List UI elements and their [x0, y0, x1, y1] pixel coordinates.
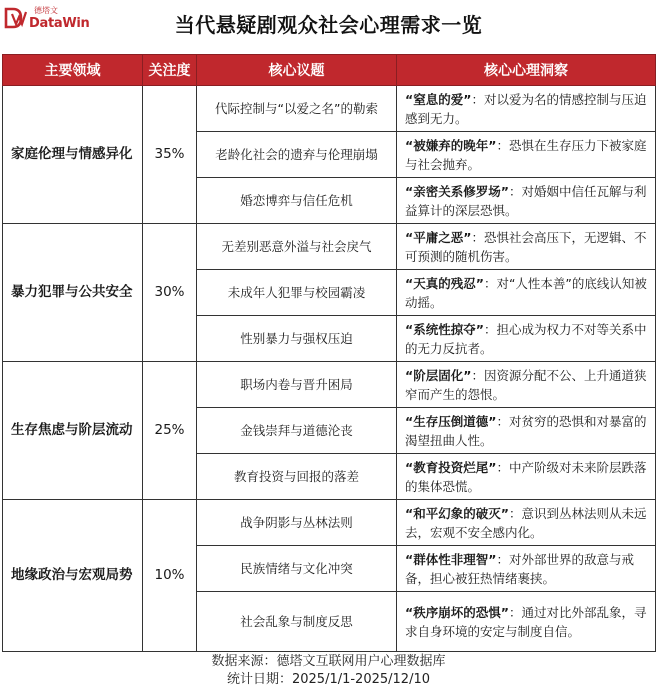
insight-key: “被嫌弃的晚年” — [405, 137, 497, 153]
data-source-note: 数据来源：德塔文互联网用户心理数据库 — [211, 654, 446, 669]
brand-cn: 德塔文 — [34, 6, 58, 15]
insight-cell — [397, 362, 656, 408]
insight-cell — [397, 270, 656, 316]
header-topic: 核心议题 — [197, 55, 397, 86]
topic-cell: 战争阴影与丛林法则 — [197, 500, 397, 546]
stat-date-note: 统计日期：2025/1/1-2025/12/10 — [226, 672, 430, 687]
attention-cell: 10% — [143, 500, 197, 652]
header-attention: 关注度 — [143, 55, 197, 86]
insight-text: ：恐惧社会高压下，无逻辑、不可预测的随机伤害。 — [405, 229, 647, 264]
attention-cell: 25% — [143, 362, 197, 500]
insight-text: ：对以爱为名的情感控制与压迫感到无力。 — [405, 91, 647, 126]
table-row — [3, 224, 656, 270]
insight-text: ：通过对比外部乱象，寻求自身环境的安定与制度自信。 — [405, 604, 647, 639]
insight-cell — [397, 316, 656, 362]
insight-key: “阶层固化” — [405, 367, 472, 383]
insight-cell — [397, 500, 656, 546]
domain-cell: 地缘政治与宏观局势 — [3, 500, 143, 652]
insight-text: ：对“人性本善”的底线认知被动摇。 — [405, 275, 647, 310]
insight-key: “和平幻象的破灭” — [405, 505, 509, 521]
topic-cell: 老龄化社会的遗弃与伦理崩塌 — [197, 132, 397, 178]
table-row — [3, 500, 656, 546]
insight-cell — [397, 132, 656, 178]
domain-cell: 生存焦虑与阶层流动 — [3, 362, 143, 500]
insight-text: ：对婚姻中信任瓦解与利益算计的深层恐惧。 — [405, 183, 647, 218]
domain-cell: 暴力犯罪与公共安全 — [3, 224, 143, 362]
insight-cell — [397, 178, 656, 224]
insight-key: “生存压倒道德” — [405, 413, 497, 429]
insight-key: “天真的残忍” — [405, 275, 484, 291]
brand-en: DataWin — [29, 16, 90, 31]
insight-key: “亲密关系修罗场” — [405, 183, 509, 199]
insight-text: ：恐惧在生存压力下被家庭与社会抛弃。 — [405, 137, 647, 172]
header-domain: 主要领域 — [3, 55, 143, 86]
attention-cell: 30% — [143, 224, 197, 362]
insight-text: ：因资源分配不公、上升通道狭窄而产生的怨恨。 — [405, 367, 647, 402]
insight-cell — [397, 224, 656, 270]
domain-cell: 家庭伦理与情感异化 — [3, 86, 143, 224]
topic-cell: 代际控制与“以爱之名”的勒索 — [197, 86, 397, 132]
page-title: 当代悬疑剧观众社会心理需求一览 — [174, 13, 483, 37]
topic-cell: 性别暴力与强权压迫 — [197, 316, 397, 362]
attention-cell: 35% — [143, 86, 197, 224]
topic-cell: 无差别恶意外溢与社会戾气 — [197, 224, 397, 270]
insight-cell — [397, 546, 656, 592]
insight-key: “平庸之恶” — [405, 229, 472, 245]
insight-key: “群体性非理智” — [405, 551, 497, 567]
header-insight: 核心心理洞察 — [397, 55, 656, 86]
topic-cell: 未成年人犯罪与校园霸凌 — [197, 270, 397, 316]
insight-cell — [397, 454, 656, 500]
table-row — [3, 362, 656, 408]
table-header-row — [3, 55, 656, 86]
topic-cell: 民族情绪与文化冲突 — [197, 546, 397, 592]
insight-text: ：对贫穷的恐惧和对暴富的渴望扭曲人性。 — [405, 413, 647, 448]
table-row — [3, 86, 656, 132]
insight-key: “系统性掠夺” — [405, 321, 484, 337]
insight-text: ：意识到丛林法则从未远去，宏观不安全感内化。 — [405, 505, 647, 540]
topic-cell: 教育投资与回报的落差 — [197, 454, 397, 500]
insight-key: “秩序崩坏的恐惧” — [405, 604, 509, 620]
insight-cell — [397, 592, 656, 652]
insight-text: ：对外部世界的敌意与戒备，担心被狂热情绪裹挟。 — [405, 551, 634, 586]
insight-text: ：中产阶级对未来阶层跌落的集体恐慌。 — [405, 459, 647, 494]
insight-key: “教育投资烂尾” — [405, 459, 497, 475]
insight-text: ：担心成为权力不对等关系中的无力反抗者。 — [405, 321, 647, 356]
topic-cell: 婚恋博弈与信任危机 — [197, 178, 397, 224]
insight-cell — [397, 408, 656, 454]
insight-cell — [397, 86, 656, 132]
topic-cell: 金钱崇拜与道德沦丧 — [197, 408, 397, 454]
topic-cell: 社会乱象与制度反思 — [197, 592, 397, 652]
insight-key: “窒息的爱” — [405, 91, 472, 107]
topic-cell: 职场内卷与晋升困局 — [197, 362, 397, 408]
needs-table — [2, 54, 656, 652]
